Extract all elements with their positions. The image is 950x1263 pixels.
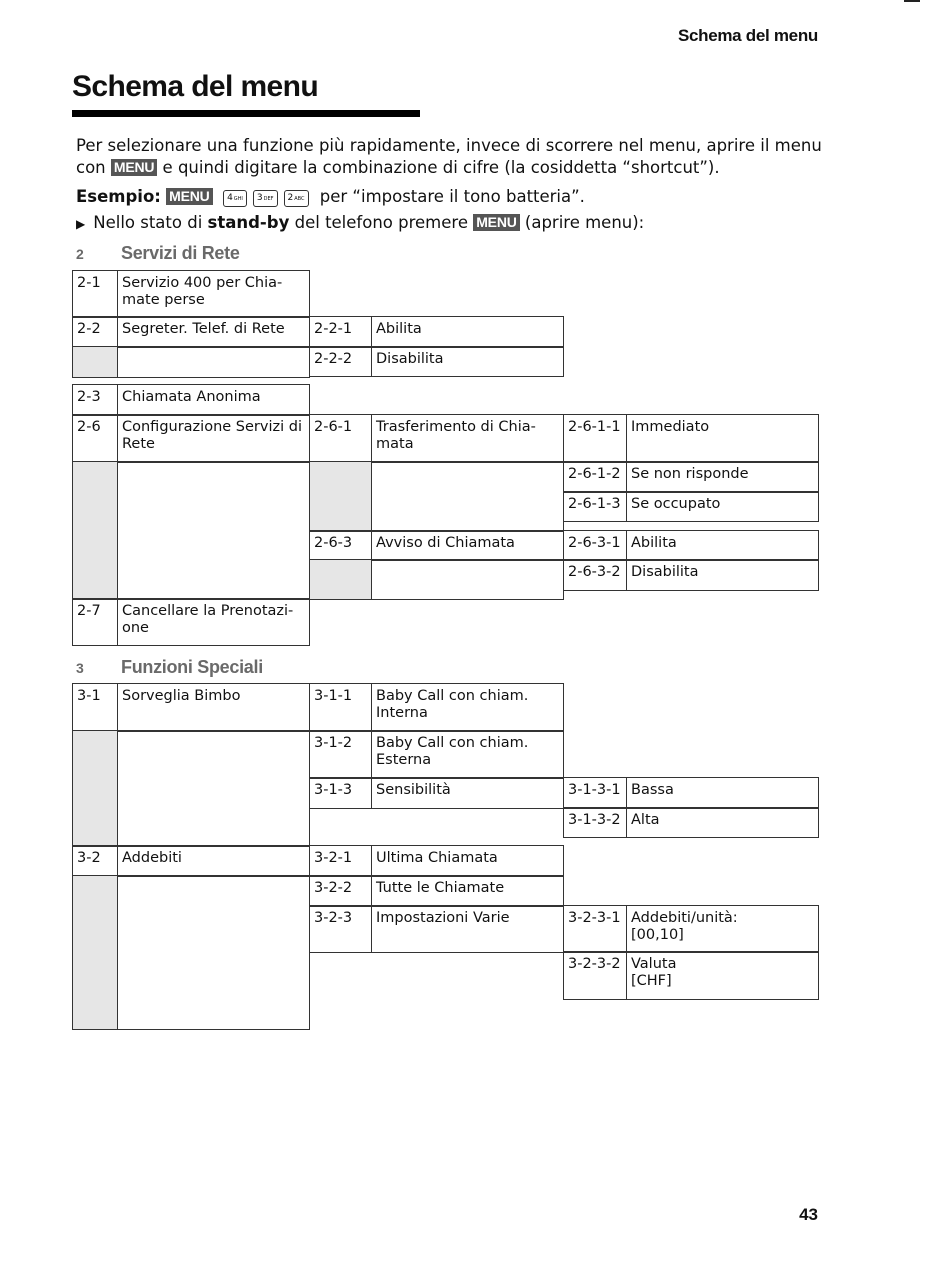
table-cell: Configurazione Servizi di Rete — [117, 414, 310, 463]
table-cell: 3-1 — [72, 683, 118, 732]
step-pre: Nello stato di — [93, 213, 203, 232]
table-cell: 3-1-3-1 — [563, 777, 627, 809]
table-cell: Se occupato — [626, 491, 819, 522]
table-cell: Segreter. Telef. di Rete — [117, 316, 310, 348]
table-cell: 2-6-1-2 — [563, 461, 627, 493]
table-cell: 2-6-3-1 — [563, 530, 627, 561]
table-cell: Ultima Chiamata — [371, 845, 564, 877]
section-number: 3 — [76, 660, 84, 676]
table-cell-empty — [371, 559, 564, 600]
key-letters: GHI — [233, 196, 243, 202]
key-3-icon — [253, 190, 278, 207]
table-cell: 3-2-3-1 — [563, 905, 627, 953]
key-letters: ABC — [294, 196, 305, 202]
table-cell: 3-2-1 — [309, 845, 372, 877]
table-cell: Bassa — [626, 777, 819, 809]
key-digit: 2 — [287, 193, 294, 203]
table-cell: 3-2-3-2 — [563, 951, 627, 1000]
table-cell: Abilita — [371, 316, 564, 348]
table-cell-empty — [72, 461, 118, 600]
table-cell-empty — [72, 346, 118, 378]
menu-key-icon: MENU — [111, 159, 157, 176]
table-cell: 3-1-1 — [309, 683, 372, 732]
table-cell: 3-1-3-2 — [563, 807, 627, 838]
table-cell: Impostazioni Varie — [371, 905, 564, 953]
table-cell: 2-2 — [72, 316, 118, 348]
table-cell: Addebiti/unità: [00,10] — [626, 905, 819, 953]
table-cell: 3-2 — [72, 845, 118, 877]
corner-crop-mark — [904, 0, 920, 2]
table-cell: 2-3 — [72, 384, 118, 416]
table-cell: Sorveglia Bimbo — [117, 683, 310, 732]
table-cell: Disabilita — [371, 346, 564, 377]
table-cell: 2-6-1-1 — [563, 414, 627, 463]
title-underline — [72, 110, 420, 117]
table-cell: 2-6 — [72, 414, 118, 463]
intro-line-2-post: e quindi digitare la combinazione di cifre (la cosiddetta “shortcut”). — [162, 158, 720, 177]
intro-line-1: Per selezionare una funzione più rapidamente, invece di scorrere nel menu, aprire il menu — [76, 136, 822, 155]
table-cell: Tutte le Chiamate — [371, 875, 564, 907]
table-cell-empty — [72, 875, 118, 1030]
table-cell: 3-2-2 — [309, 875, 372, 907]
table-cell: Sensibilità — [371, 777, 564, 809]
table-cell: Se non risponde — [626, 461, 819, 493]
menu-key-icon: MENU — [473, 214, 519, 231]
table-cell: Avviso di Chiamata — [371, 530, 564, 561]
table-cell: 3-2-3 — [309, 905, 372, 953]
table-cell: Cancellare la Prenotazi- one — [117, 598, 310, 646]
key-digit: 3 — [256, 193, 263, 203]
table-cell: Alta — [626, 807, 819, 838]
intro-line-2 — [76, 157, 720, 179]
table-cell: 2-2-1 — [309, 316, 372, 348]
table-cell: Addebiti — [117, 845, 310, 877]
key-4-icon — [223, 190, 247, 207]
section-heading — [76, 657, 263, 678]
example-label: Esempio: — [76, 187, 161, 206]
table-cell: Chiamata Anonima — [117, 384, 310, 416]
table-cell: 2-7 — [72, 598, 118, 646]
running-header: Schema del menu — [677, 26, 818, 45]
table-cell: 2-6-3-2 — [563, 559, 627, 591]
section-title: Funzioni Speciali — [121, 657, 263, 677]
table-cell: Abilita — [626, 530, 819, 561]
example-text: per “impostare il tono batteria”. — [319, 187, 585, 206]
arrow-right-icon: ▶ — [76, 217, 86, 231]
table-cell: Trasferimento di Chia- mata — [371, 414, 564, 463]
table-cell-empty — [117, 346, 310, 378]
table-cell: 2-1 — [72, 270, 118, 318]
example-line — [76, 186, 585, 208]
table-cell: Valuta [CHF] — [626, 951, 819, 1000]
table-cell-empty — [371, 461, 564, 532]
table-cell-empty — [72, 730, 118, 847]
table-cell: Immediato — [626, 414, 819, 463]
table-cell: 3-1-3 — [309, 777, 372, 809]
step-bold: stand-by — [207, 213, 290, 232]
table-cell-empty — [309, 461, 372, 532]
section-number: 2 — [76, 246, 84, 262]
table-cell-empty — [309, 559, 372, 600]
table-cell: Servizio 400 per Chia- mate perse — [117, 270, 310, 318]
menu-key-icon: MENU — [166, 188, 212, 205]
table-cell-empty — [117, 730, 310, 847]
key-digit: 4 — [227, 193, 233, 203]
table-cell: Baby Call con chiam. Interna — [371, 683, 564, 732]
section-heading — [76, 243, 240, 264]
table-cell-empty — [117, 875, 310, 1030]
step-line — [76, 212, 644, 235]
table-cell: 2-6-1-3 — [563, 491, 627, 522]
intro-line-2-pre: con — [76, 158, 106, 177]
section-title: Servizi di Rete — [121, 243, 240, 263]
step-mid: del telefono premere — [294, 213, 468, 232]
step-post: (aprire menu): — [524, 213, 645, 232]
page-title: Schema del menu — [72, 70, 319, 103]
table-cell: Disabilita — [626, 559, 819, 591]
key-letters: DEF — [263, 196, 274, 202]
table-cell: 3-1-2 — [309, 730, 372, 779]
table-cell-empty — [117, 461, 310, 600]
page-number: 43 — [799, 1205, 818, 1224]
table-cell: 2-2-2 — [309, 346, 372, 377]
table-cell: Baby Call con chiam. Esterna — [371, 730, 564, 779]
table-cell: 2-6-3 — [309, 530, 372, 561]
key-2-icon — [284, 190, 309, 207]
table-cell: 2-6-1 — [309, 414, 372, 463]
